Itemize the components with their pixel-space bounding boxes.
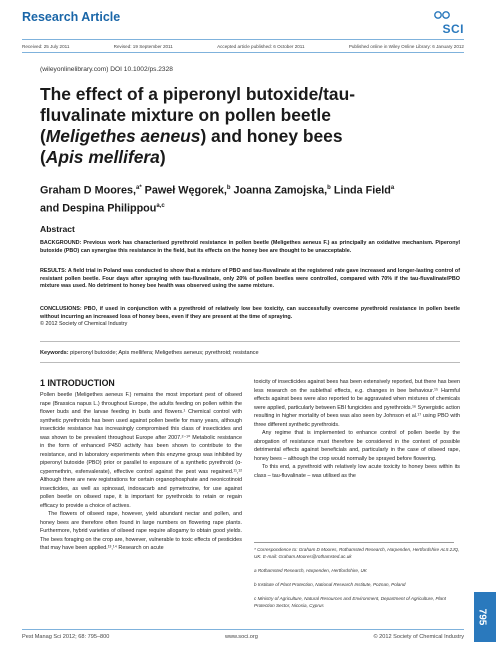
footnote-affiliation-b: b Institute of Plant Protection, National Research Institute, Poznan, Poland xyxy=(254,582,406,587)
author: Paweł Węgorek, xyxy=(141,184,227,197)
date-revised: Revised: 19 September 2011 xyxy=(113,44,173,49)
date-received: Received: 25 July 2011 xyxy=(22,44,70,49)
title-line-2: fluvalinate mixture on pollen beetle xyxy=(40,105,331,125)
author: and Despina Philippou xyxy=(40,202,157,215)
date-accepted: Accepted article published: 6 October 2011 xyxy=(217,44,305,49)
title-line-3: (Meligethes aeneus) and honey bees xyxy=(40,126,343,146)
footnote-rule xyxy=(254,542,454,543)
paragraph: Any regime that is implemented to enhance control of pollen beetle by the abrogation of resistance must therefore be considered in the context of possible detrimental effects against beneficials and, particularly in the case of oilseed rape, honey bees – although the crop would normally be sprayed before flowering. xyxy=(254,430,460,462)
abstract-copyright: © 2012 Society of Chemical Industry xyxy=(40,321,128,328)
page-number-tab xyxy=(474,592,496,642)
page-footer xyxy=(22,634,464,640)
article-title xyxy=(40,84,450,168)
title-line-1: The effect of a piperonyl butoxide/tau- xyxy=(40,84,355,104)
footer-rule xyxy=(22,629,464,630)
footnote-correspondence: * Correspondence to: Graham D Moores, Rothamsted Research, Harpenden, Hertfordshire AL5 2JQ, UK. E-mail: Graham.Moores@rothamsted.ac.uk xyxy=(254,547,460,559)
abstract-heading: Abstract xyxy=(40,224,75,234)
footnote-affiliation-a: a Rothamsted Research, Harpenden, Hertfordshire, UK xyxy=(254,568,367,573)
sci-logo xyxy=(424,10,464,40)
sci-logo-text: SCI xyxy=(442,22,464,36)
page-number: 795 xyxy=(476,608,488,626)
keywords: Keywords: piperonyl butoxide; Apis mellifera; Meligethes aeneus; pyrethroid; resistance xyxy=(40,350,259,356)
paragraph: Pollen beetle (Meligethes aeneus F.) remains the most important pest of oilseed rape (Brassica napus L.) throughout Europe, the adults feeding on pollen within the flower buds and the larvae feeding in buds and flowers.¹ Chemical control with synthetic pyrethroids has been used against pollen beetle for many years, although insecticide resistance has increasingly compromised this class of insecticides and was shown to be prevalent throughout Europe after 2007.²⁻¹⁰ Metabolic resistance in the form of enhanced P450 activity has been shown to contribute to the resistance, and in laboratory experiments when this enzyme group was inhibited by piperonyl butoxide (PBO) prior or parallel to exposure of a synthetic pyrethroid (α-cypermethrin, esfenvalerate), effective control against the pest was regained.¹¹,¹² Although there are new registrations for certain organophosphate and neonicotinoid insecticides, as well as spinosad, indoxacarb and pymetrozine, for use against pollen beetle on oilseed rape, it is important for pyrethroids to retain or regain efficacy to provide a choice of actives. xyxy=(40,392,242,509)
footer-copyright: © 2012 Society of Chemical Industry xyxy=(373,634,464,640)
intro-left-column xyxy=(40,391,242,553)
journal-citation: Pest Manag Sci 2012; 68: 795–800 xyxy=(22,634,110,640)
abstract-results: RESULTS: A field trial in Poland was conducted to show that a mixture of PBO and tau-fluvalinate at the registered rate gave increased and longer-lasting control of resistant pollen beetle. Four days after spraying with tau-fluvalinate, only 20% of pollen beetles were controlled, compared with 70% if the tau-fluvalinate/PBO mixture was used. No detriment to honey bee health was observed using the same mixture. xyxy=(40,268,460,290)
keywords-top-rule xyxy=(40,341,460,342)
species-name: Meligethes aeneus xyxy=(45,126,201,146)
date-published: Published online in Wiley Online Library: 6 January 2012 xyxy=(348,44,464,49)
paragraph: To this end, a pyrethroid with relatively low acute toxicity to honey bees within its class – tau-fluvalinate – was utilised as the xyxy=(254,464,460,479)
keywords-bottom-rule xyxy=(40,362,460,363)
abstract-conclusions: CONCLUSIONS: PBO, if used in conjunction with a pyrethroid of relatively low bee toxicity, can successfully overcome pyrethroid resistance in pollen beetle without incurring an increased loss of honey bees, even if they are present at the time of spraying. © 2012 Society of Chemical Industry xyxy=(40,306,460,328)
publication-dates xyxy=(22,44,464,49)
paragraph: toxicity of insecticides against bees has been extensively reported, but there has been less research on the sublethal effects, e.g. changes in bee behaviour.¹⁵ Harmful effects against bees were also reported to be aggravated when mixtures of chemicals were applied, particularly between EBI fungicides and pyrethroids.¹⁶ Synergistic action resulting in higher mortality of bees was also seen by Johnson et al.¹⁷ using PBO with three different synthetic pyrethroids. xyxy=(254,379,460,428)
author-list: Graham D Moores,$^{a*}$ Paweł Węgorek,$^b$ Joanna Zamojska,$^b$ Linda Field$^a$ and Despina Philippou$^{a,c}$ xyxy=(40,184,395,215)
doi[interactable]: (wileyonlinelibrary.com) DOI 10.1002/ps.2328 xyxy=(40,66,173,73)
author: Joanna Zamojska, xyxy=(230,184,328,197)
section-label: Research Article xyxy=(22,10,121,24)
journal-url[interactable]: www.soci.org xyxy=(224,634,258,640)
title-line-4: (Apis mellifera) xyxy=(40,147,166,167)
paragraph: The flowers of oilseed rape, however, yield abundant nectar and pollen, and honey bees are therefore often found in large numbers on flowering rape plants. Furthermore, hybrid varieties of oilseed rape require allogamy to obtain good yields. The bees foraging on the crop are, however, vulnerable to toxic effects of pesticides that may have been applied.¹³,¹⁴ Research on acute xyxy=(40,511,242,551)
footnote-affiliation-c: c Ministry of Agriculture, Natural Resources and Environment, Department of Agriculture, Plant Protection Sector, Nicosia, Cyprus xyxy=(254,596,446,608)
article-header xyxy=(22,10,464,40)
author: Graham D Moores, xyxy=(40,184,136,197)
species-name: Apis mellifera xyxy=(45,147,160,167)
dates-rule xyxy=(22,52,464,53)
intro-right-column xyxy=(254,378,460,480)
section-heading-introduction: 1 INTRODUCTION xyxy=(40,378,115,388)
author: Linda Field xyxy=(330,184,391,197)
abstract-background: BACKGROUND: Previous work has characterised pyrethroid resistance in pollen beetle (Meligethes aeneus F.) as principally an oxidative mechanism. Piperonyl butoxide (PBO) can synergise this resistance in the field, but its effects on the honey bee are thought to be unacceptable. xyxy=(40,240,460,254)
header-rule xyxy=(22,39,464,40)
